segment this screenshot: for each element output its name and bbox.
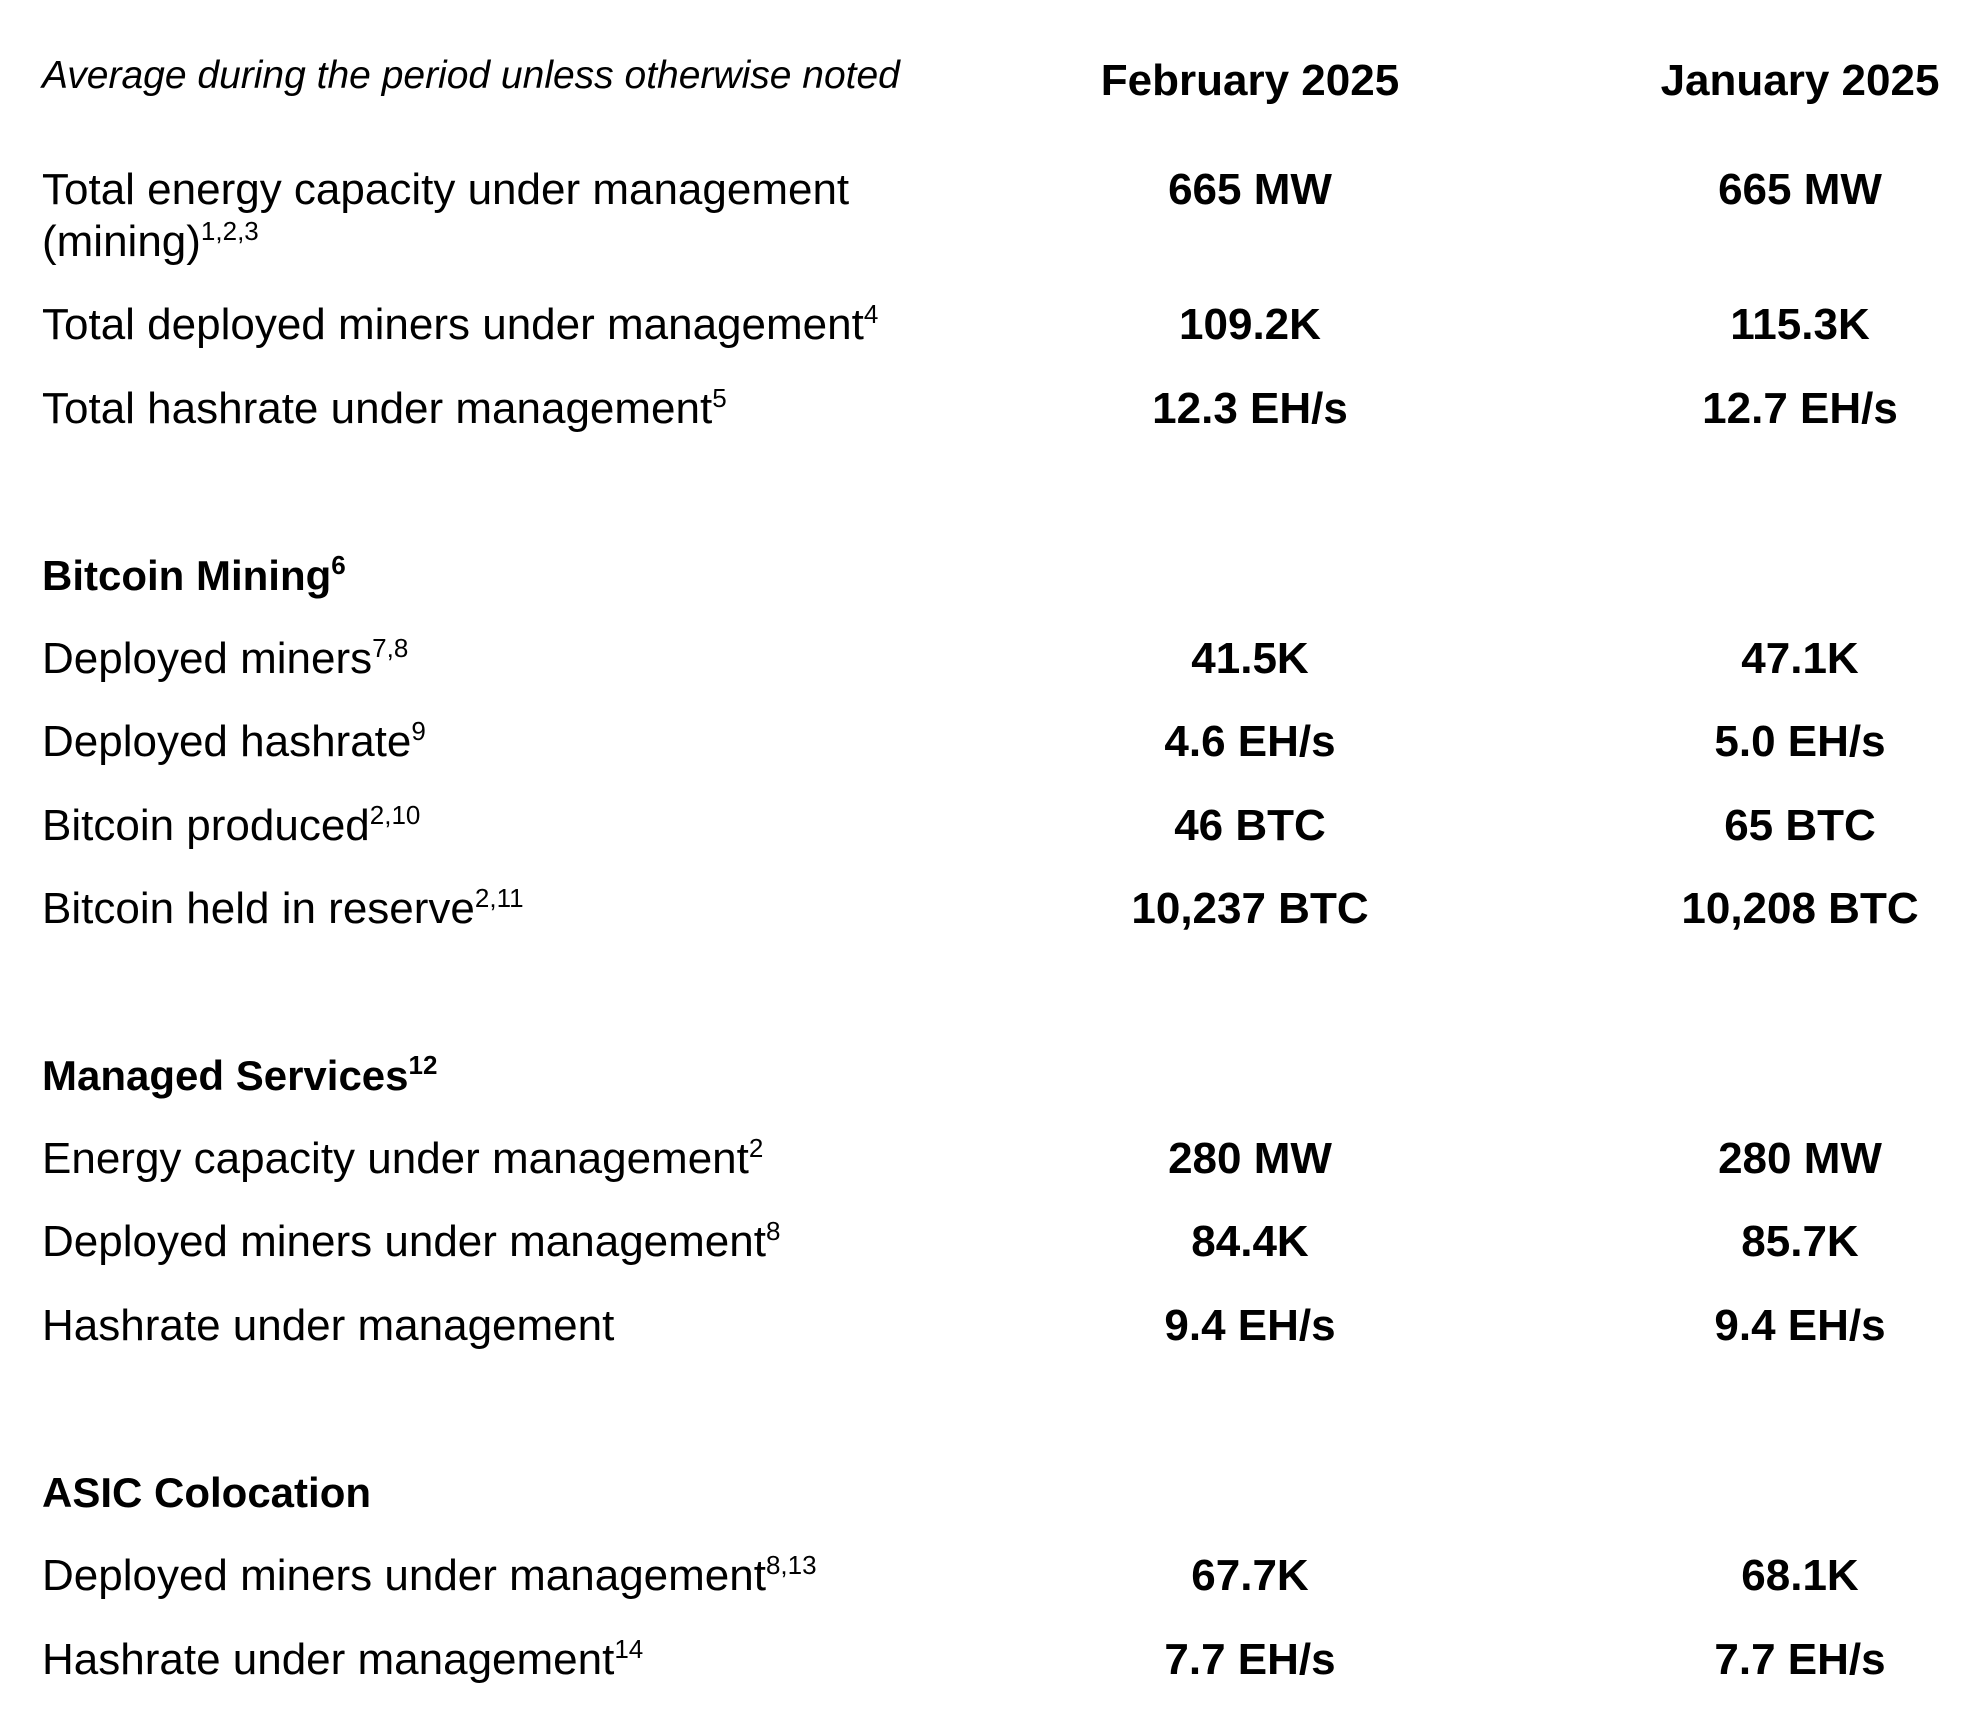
value-feb-energy-capacity: 280 MW <box>1168 1134 1332 1183</box>
value-jan-bitcoin-produced: 65 BTC <box>1724 801 1876 850</box>
footnote-ref: 12 <box>408 1050 438 1080</box>
row-label-energy-capacity: Energy capacity under management$^2$ <box>42 1133 764 1183</box>
value-feb-deployed-hashrate: 4.6 EH/s <box>1164 717 1336 766</box>
footnote-ref: 6 <box>331 550 346 580</box>
value-jan-ms-hashrate: 9.4 EH/s <box>1714 1301 1886 1350</box>
footnote-ref: 8 <box>765 1216 781 1246</box>
row-label-total-hashrate: Total hashrate under management$^5$ <box>42 383 727 433</box>
row-label-total-energy-capacity: Total energy capacity under management (mining)$^{1,2,3}$ <box>42 165 850 266</box>
footnote-ref: 5 <box>712 383 727 413</box>
row-label-ms-hashrate: Hashrate under management <box>42 1301 615 1350</box>
value-jan-ms-deployed-miners: 85.7K <box>1741 1217 1859 1266</box>
value-feb-asic-hashrate: 7.7 EH/s <box>1164 1635 1336 1684</box>
row-label-ms-deployed-miners: Deployed miners under management$^8$ <box>42 1216 781 1266</box>
value-jan-total-hashrate: 12.7 EH/s <box>1702 384 1898 433</box>
section-title-asic-colocation: ASIC Colocation <box>42 1469 372 1516</box>
column-header-january: January 2025 <box>1660 56 1940 105</box>
row-label-asic-deployed-miners: Deployed miners under management$^{8,13}$ <box>42 1550 817 1600</box>
footnote-ref: 2,10 <box>369 800 421 830</box>
value-jan-asic-hashrate: 7.7 EH/s <box>1714 1635 1886 1684</box>
value-jan-total-deployed-miners: 115.3K <box>1730 300 1870 349</box>
value-jan-deployed-hashrate: 5.0 EH/s <box>1714 717 1886 766</box>
section-title-bitcoin-mining: Bitcoin Mining$^6$ <box>42 550 346 599</box>
value-feb-deployed-miners: 41.5K <box>1191 634 1309 683</box>
value-feb-total-deployed-miners: 109.2K <box>1179 300 1321 349</box>
footnote-ref: 9 <box>411 716 426 746</box>
row-label-deployed-hashrate: Deployed hashrate$^9$ <box>42 716 426 766</box>
value-feb-ms-deployed-miners: 84.4K <box>1191 1217 1309 1266</box>
footnote-ref: 14 <box>614 1634 644 1664</box>
footnote-ref: 2,11 <box>474 883 524 913</box>
footnote-ref: 2 <box>748 1133 764 1163</box>
row-label-bitcoin-produced: Bitcoin produced$^{2,10}$ <box>42 800 421 850</box>
value-jan-asic-deployed-miners: 68.1K <box>1741 1551 1859 1600</box>
footnote-ref: 1,2,3 <box>200 216 259 246</box>
value-feb-total-energy-capacity: 665 MW <box>1168 165 1332 214</box>
value-feb-asic-deployed-miners: 67.7K <box>1191 1551 1309 1600</box>
column-header-february: February 2025 <box>1100 56 1400 105</box>
row-label-asic-hashrate: Hashrate under management$^{14}$ <box>42 1634 644 1684</box>
section-title-managed-services: Managed Services$^{12}$ <box>42 1050 438 1099</box>
value-feb-ms-hashrate: 9.4 EH/s <box>1164 1301 1336 1350</box>
footnote-ref: 8,13 <box>765 1550 817 1580</box>
footnote-ref: 4 <box>863 299 879 329</box>
row-label-deployed-miners: Deployed miners$^{7,8}$ <box>42 633 409 683</box>
value-feb-bitcoin-produced: 46 BTC <box>1174 801 1326 850</box>
header-note: Average during the period unless otherwise noted <box>42 54 900 97</box>
row-label-total-deployed-miners: Total deployed miners under management$^4$ <box>42 299 879 349</box>
value-feb-total-hashrate: 12.3 EH/s <box>1152 384 1348 433</box>
footnote-ref: 7,8 <box>372 633 409 663</box>
value-jan-bitcoin-held-in-reserve: 10,208 BTC <box>1681 884 1919 933</box>
row-label-bitcoin-held-in-reserve: Bitcoin held in reserve$^{2,11}$ <box>42 883 524 933</box>
value-jan-energy-capacity: 280 MW <box>1718 1134 1882 1183</box>
value-jan-deployed-miners: 47.1K <box>1741 634 1859 683</box>
value-jan-total-energy-capacity: 665 MW <box>1718 165 1882 214</box>
value-feb-bitcoin-held-in-reserve: 10,237 BTC <box>1131 884 1369 933</box>
